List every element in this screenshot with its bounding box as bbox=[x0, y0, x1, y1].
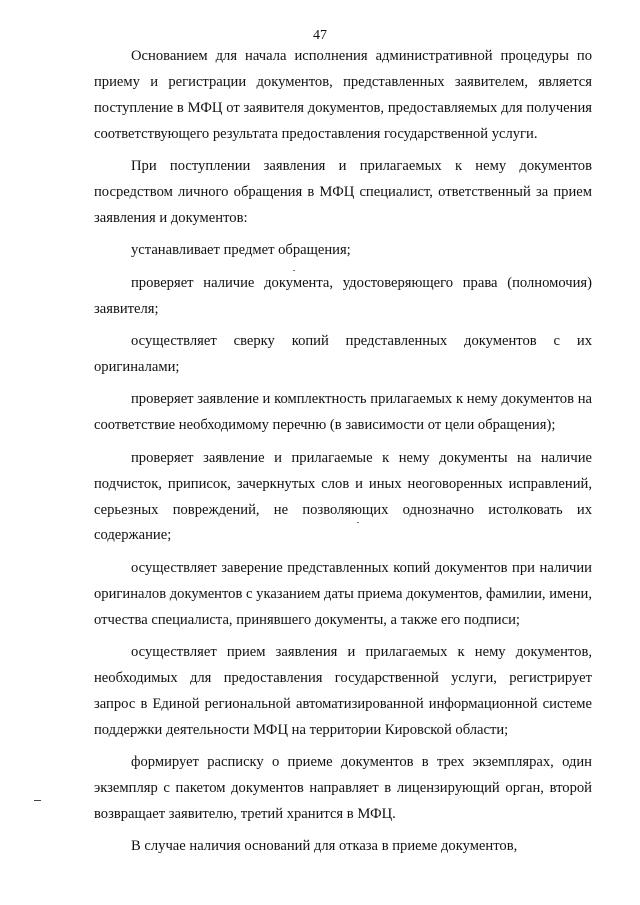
page-number: 47 bbox=[313, 28, 327, 43]
paragraph-personal-visit: При поступлении заявления и прилагаемых к нему документов посредством личного обращения в МФЦ специалист, ответственный за прием заявления и документов: bbox=[94, 158, 592, 226]
body-text bbox=[94, 44, 592, 860]
paragraph-basis: Основанием для начала исполнения административной процедуры по приему и регистрации документов, представленных заявителем, является поступление в МФЦ от заявителя документов, предоставляемых для получения соответствующего результата предоставления государственной услуги. bbox=[94, 48, 592, 142]
paragraph-refusal-grounds: В случае наличия оснований для отказа в приеме документов, bbox=[131, 838, 518, 855]
paragraph-authority-check: проверяет наличие документа, удостоверяющего права (полномочия) заявителя; bbox=[94, 274, 592, 317]
paragraph-receipt: формирует расписку о приеме документов в трех экземплярах, один экземпляр с пакетом документов направляет в лицензирующий орган, второй возвращает заявителю, третий хранится в МФЦ. bbox=[94, 754, 592, 822]
paragraph-completeness-check: проверяет заявление и комплектность прилагаемых к нему документов на соответствие необходимому перечню (в зависимости от цели обращения); bbox=[94, 391, 592, 434]
scan-speck bbox=[293, 270, 295, 271]
paragraph-subject: устанавливает предмет обращения; bbox=[131, 242, 351, 259]
paragraph-copy-reconciliation: осуществляет сверку копий представленных документов с их оригиналами; bbox=[94, 333, 592, 375]
paragraph-copy-certification: осуществляет заверение представленных копий документов при наличии оригиналов документов с указанием даты приема документов, фамилии, имени, отчества специалиста, принявшего документы, а также его подписи; bbox=[94, 559, 592, 628]
scan-speck bbox=[357, 522, 359, 523]
paragraph-corrections-check: проверяет заявление и прилагаемые к нему документы на наличие подчисток, приписок, зачеркнутых слов и иных неоговоренных исправлений, серьезных повреждений, не позволяющих однозначно истолковать их содержание; bbox=[94, 449, 592, 544]
paragraph-registration: осуществляет прием заявления и прилагаемых к нему документов, необходимых для предоставления государственной услуги, регистрирует запрос в Единой региональной автоматизированной информационной системе поддержки деятельности МФЦ на территории Кировской области; bbox=[94, 644, 592, 738]
margin-mark bbox=[34, 800, 41, 801]
